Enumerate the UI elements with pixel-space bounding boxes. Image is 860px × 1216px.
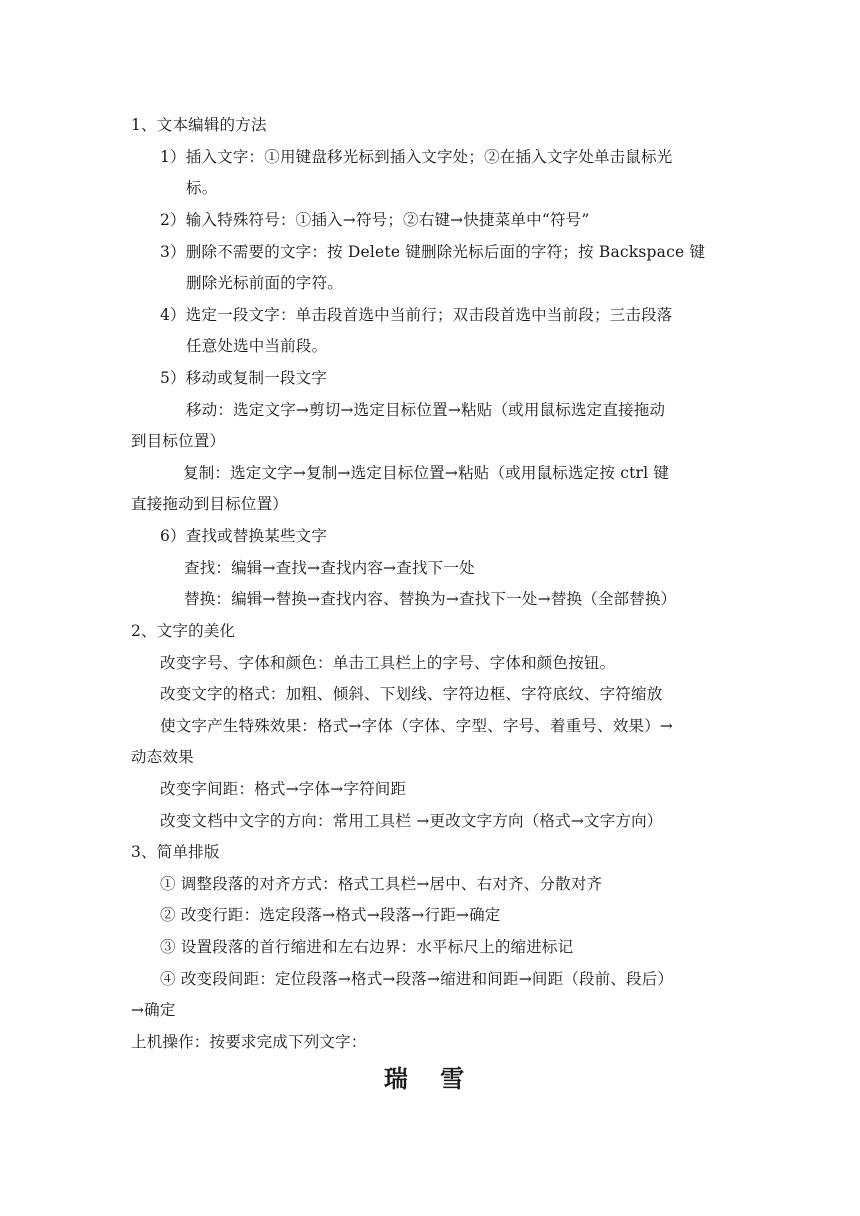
beautify-spacing: 改变字间距：格式→字体→字符间距 xyxy=(160,780,407,798)
section-heading-text-beautify: 2、文字的美化 xyxy=(131,622,236,640)
beautify-font-size: 改变字号、字体和颜色：单击工具栏上的字号、字体和颜色按钮。 xyxy=(160,654,616,672)
layout-paragraph-spacing-cont: →确定 xyxy=(131,1001,176,1019)
list-item-select-text: 4）选定一段文字：单击段首选中当前行；双击段首选中当前段；三击段落 xyxy=(160,306,673,324)
replace-instructions: 替换：编辑→替换→查找内容、替换为→查找下一处→替换（全部替换） xyxy=(184,590,677,608)
list-item-select-text-cont: 任意处选中当前段。 xyxy=(186,337,328,355)
move-instructions-cont: 到目标位置） xyxy=(131,432,226,450)
section-heading-text-editing: 1、文本编辑的方法 xyxy=(131,116,267,134)
layout-indent: ③ 设置段落的首行缩进和左右边界：水平标尺上的缩进标记 xyxy=(160,938,574,956)
practice-instructions: 上机操作：按要求完成下列文字： xyxy=(131,1033,367,1051)
layout-paragraph-spacing: ④ 改变段间距：定位段落→格式→段落→缩进和间距→间距（段前、段后） xyxy=(160,970,674,988)
list-item-insert-text-cont: 标。 xyxy=(186,179,218,197)
layout-line-spacing: ② 改变行距：选定段落→格式→段落→行距→确定 xyxy=(160,906,501,924)
list-item-move-copy: 5）移动或复制一段文字 xyxy=(160,369,328,387)
beautify-effects-cont: 动态效果 xyxy=(131,748,194,766)
copy-instructions-cont: 直接拖动到目标位置） xyxy=(131,495,289,513)
list-item-insert-text: 1）插入文字：①用键盘移光标到插入文字处；②在插入文字处单击鼠标光 xyxy=(160,148,673,166)
list-item-find-replace: 6）查找或替换某些文字 xyxy=(160,527,328,545)
list-item-delete-text-cont: 删除光标前面的字符。 xyxy=(186,274,344,292)
list-item-special-symbols: 2）输入特殊符号：①插入→符号；②右键→快捷菜单中“符号” xyxy=(160,211,590,229)
beautify-direction: 改变文档中文字的方向：常用工具栏 →更改文字方向（格式→文字方向） xyxy=(160,812,663,830)
copy-instructions: 复制：选定文字→复制→选定目标位置→粘贴（或用鼠标选定按 ctrl 键 xyxy=(183,464,670,482)
section-heading-layout: 3、简单排版 xyxy=(131,843,220,861)
list-item-delete-text: 3）删除不需要的文字：按 Delete 键删除光标后面的字符；按 Backspace 键 xyxy=(160,243,706,261)
beautify-effects: 使文字产生特殊效果：格式→字体（字体、字型、字号、着重号、效果）→ xyxy=(160,717,674,735)
beautify-format: 改变文字的格式：加粗、倾斜、下划线、字符边框、字符底纹、字符缩放 xyxy=(160,685,663,703)
find-instructions: 查找：编辑→查找→查找内容→查找下一处 xyxy=(184,559,475,577)
exercise-title: 瑞 雪 xyxy=(383,1065,477,1093)
move-instructions: 移动：选定文字→剪切→选定目标位置→粘贴（或用鼠标选定直接拖动 xyxy=(186,401,666,419)
layout-alignment: ① 调整段落的对齐方式：格式工具栏→居中、右对齐、分散对齐 xyxy=(160,875,603,893)
